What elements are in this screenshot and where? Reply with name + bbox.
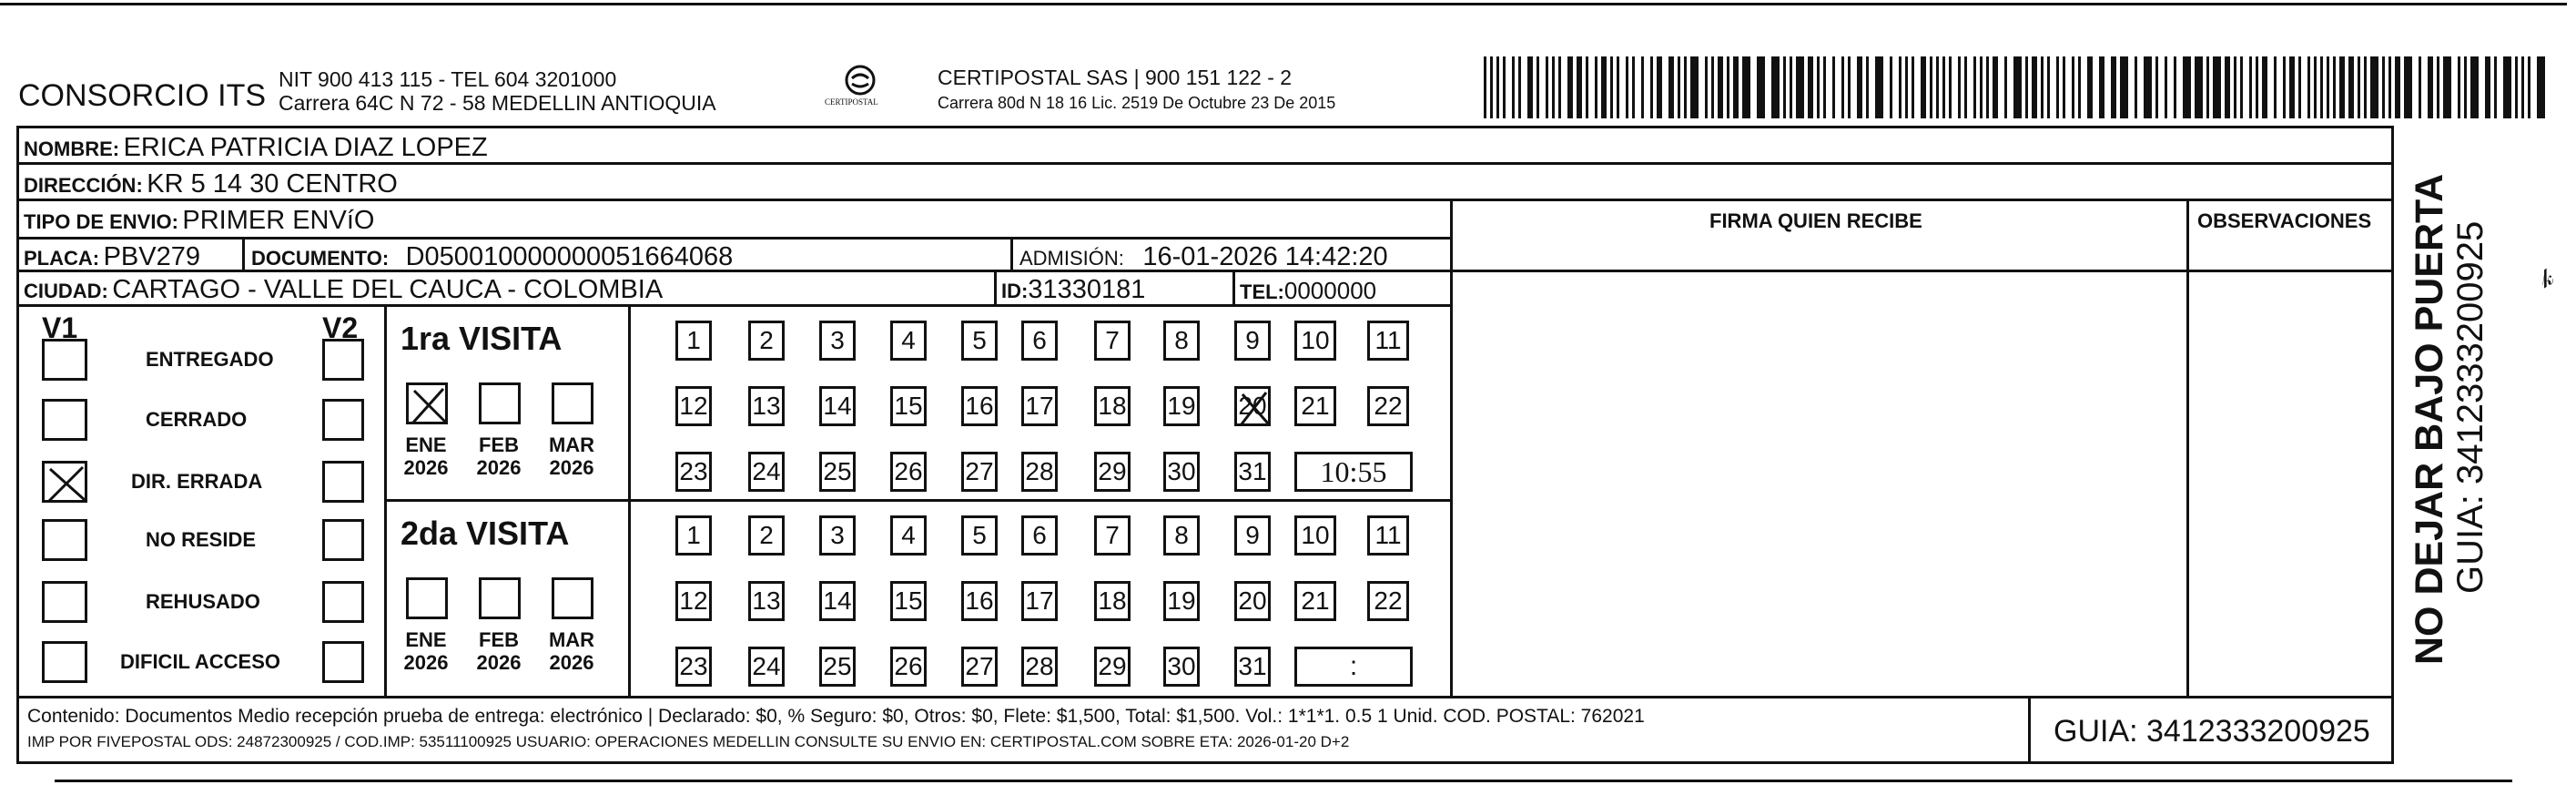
documento-cell (251, 244, 733, 270)
day-number: 20 (1238, 392, 1267, 420)
month-year: 2026 (403, 456, 449, 480)
day-box[interactable]: 8 (1163, 515, 1200, 556)
day-box[interactable]: 22 (1367, 581, 1409, 621)
admision-label: ADMISIÓN: (1019, 247, 1124, 270)
day-box[interactable]: 22 (1367, 386, 1409, 426)
row-line (16, 696, 2394, 698)
col-line (994, 270, 997, 304)
month-label (399, 628, 453, 675)
tel-label: TEL: (1240, 280, 1284, 303)
month-name: FEB (479, 628, 519, 651)
month-checkbox[interactable] (479, 382, 521, 424)
month-year: 2026 (549, 651, 594, 675)
month-label (472, 433, 526, 480)
day-box[interactable]: 2 (748, 321, 785, 361)
day-box[interactable]: 9 (1234, 515, 1271, 556)
day-box[interactable]: 15 (890, 386, 927, 426)
day-box[interactable]: 10 (1294, 515, 1336, 556)
day-box[interactable]: 23 (675, 647, 712, 687)
day-box[interactable]: 12 (675, 581, 712, 621)
day-box[interactable]: 13 (748, 386, 785, 426)
status-label: NO RESIDE (146, 528, 257, 551)
v1-checkbox[interactable] (42, 339, 87, 381)
day-box[interactable]: 28 (1021, 452, 1058, 492)
nombre-label: NOMBRE: (24, 138, 120, 160)
day-box[interactable]: 29 (1094, 452, 1131, 492)
day-box[interactable]: 28 (1021, 647, 1058, 687)
month-name: ENE (405, 628, 447, 651)
v2-checkbox[interactable] (322, 581, 364, 623)
id-label: ID: (1001, 280, 1029, 302)
day-box[interactable]: 16 (961, 386, 998, 426)
col-line (1232, 270, 1235, 304)
visit-divider (384, 499, 1453, 502)
day-box[interactable]: 8 (1163, 321, 1200, 361)
footer-guia: GUIA: 3412333200925 (2054, 714, 2370, 749)
day-box[interactable]: 18 (1094, 386, 1131, 426)
row-line (16, 304, 1453, 307)
day-box[interactable]: 29 (1094, 647, 1131, 687)
day-box[interactable]: 3 (819, 515, 856, 556)
visit-title: 1ra VISITA (401, 320, 563, 357)
month-label (544, 433, 599, 480)
day-box[interactable]: 30 (1163, 647, 1200, 687)
logo-text: CERTIPOSTAL (825, 97, 878, 107)
day-box[interactable]: 6 (1021, 321, 1058, 361)
month-name: ENE (405, 433, 447, 456)
admision-value: 16-01-2026 14:42:20 (1142, 242, 1388, 271)
day-box[interactable]: 25 (819, 452, 856, 492)
day-box[interactable]: 2 (748, 515, 785, 556)
month-name: FEB (479, 433, 519, 456)
day-box[interactable]: 19 (1163, 581, 1200, 621)
day-box[interactable]: 14 (819, 581, 856, 621)
bottom-rule (55, 780, 2512, 782)
day-box[interactable]: 24 (748, 452, 785, 492)
time-box[interactable] (1294, 452, 1413, 492)
footer-contenido: Contenido: Documentos Medio recepción prueba de entrega: electrónico | Declarado: $0, % Seguro: $0, Otros: $0, Flete: $1,500, Total: $1,500. Vol.: 1*1*1. 0.5 1 Unid. COD. POSTAL: 762021 (27, 706, 1645, 727)
month-label (399, 433, 453, 480)
day-box[interactable]: 27 (961, 452, 998, 492)
side-guia: GUIA: 3412333200925 (2450, 220, 2490, 594)
time-value: 10:55 (1320, 454, 1387, 488)
day-box[interactable]: 1 (675, 321, 712, 361)
direccion-label: DIRECCIÓN: (24, 174, 143, 197)
day-box[interactable]: 30 (1163, 452, 1200, 492)
day-box[interactable]: 11 (1367, 515, 1409, 556)
v2-checkbox[interactable] (322, 339, 364, 381)
row-line (16, 199, 2394, 201)
certipostal-logo (819, 62, 901, 115)
day-box[interactable]: 10 (1294, 321, 1336, 361)
v2-checkbox[interactable] (322, 399, 364, 441)
day-box[interactable]: 6 (1021, 515, 1058, 556)
day-box[interactable]: 13 (748, 581, 785, 621)
v1-checkbox[interactable] (42, 519, 87, 561)
month-checkbox[interactable] (406, 382, 448, 424)
no-dejar-bajo-puerta: NO DEJAR BAJO PUERTA (2408, 173, 2451, 665)
direccion-row (24, 171, 398, 198)
col-line (2186, 199, 2189, 696)
row-line (16, 237, 1453, 240)
day-box[interactable]: 5 (961, 321, 998, 361)
day-box[interactable]: 17 (1021, 386, 1058, 426)
day-box[interactable]: 7 (1094, 515, 1131, 556)
status-label: CERRADO (146, 408, 248, 431)
ciudad-value: CARTAGO - VALLE DEL CAUCA - COLOMBIA (112, 275, 664, 304)
nombre-row (24, 135, 488, 161)
day-box[interactable]: 25 (819, 647, 856, 687)
status-label: REHUSADO (146, 590, 260, 613)
firma-header: FIRMA QUIEN RECIBE (1709, 209, 1922, 232)
v1-checkbox[interactable] (42, 581, 87, 623)
v1-checkbox[interactable] (42, 641, 87, 683)
observaciones-header: OBSERVACIONES (2197, 209, 2372, 232)
tel-cell (1240, 279, 1376, 302)
day-box[interactable]: 12 (675, 386, 712, 426)
month-name: MAR (548, 433, 595, 456)
col-line (1450, 199, 1453, 696)
day-box[interactable]: 4 (890, 515, 927, 556)
month-name: MAR (548, 628, 595, 651)
nit-line: NIT 900 413 115 - TEL 604 3201000 (279, 67, 617, 91)
day-box[interactable]: 27 (961, 647, 998, 687)
day-box[interactable]: 4 (890, 321, 927, 361)
v2-label: V2 (322, 311, 359, 344)
day-box[interactable]: 1 (675, 515, 712, 556)
col-line (2028, 696, 2031, 764)
ciudad-label: CIUDAD: (24, 280, 108, 302)
day-box[interactable]: 14 (819, 386, 856, 426)
day-box[interactable]: 9 (1234, 321, 1271, 361)
status-label: DIR. ERRADA (131, 470, 263, 493)
month-checkbox[interactable] (406, 577, 448, 619)
month-year: 2026 (476, 456, 522, 480)
status-label: DIFICIL ACCESO (120, 650, 281, 673)
day-box[interactable]: 11 (1367, 321, 1409, 361)
month-checkbox[interactable] (479, 577, 521, 619)
v1-checkbox[interactable] (42, 399, 87, 441)
month-year: 2026 (403, 651, 449, 675)
admision-cell (1019, 244, 1388, 270)
day-box[interactable]: 21 (1294, 386, 1336, 426)
v1-label: V1 (42, 311, 78, 344)
v1-checkbox[interactable] (42, 461, 87, 503)
status-label: ENTREGADO (146, 348, 274, 371)
day-box[interactable]: 5 (961, 515, 998, 556)
day-box[interactable]: 20 (1234, 581, 1271, 621)
top-rule (0, 3, 2567, 5)
day-box[interactable]: 16 (961, 581, 998, 621)
ciudad-cell (24, 277, 663, 303)
tipo-value: PRIMER ENVíO (182, 206, 375, 235)
carrier-line: CERTIPOSTAL SAS | 900 151 122 - 2 (938, 66, 1293, 89)
documento-label: DOCUMENTO: (251, 247, 390, 270)
day-box[interactable]: 26 (890, 647, 927, 687)
col-line (242, 237, 245, 270)
time-separator: : (1349, 651, 1358, 681)
company-name: CONSORCIO ITS (18, 78, 267, 113)
tel-value: 0000000 (1283, 277, 1377, 304)
day-box[interactable]: 24 (748, 647, 785, 687)
day-box[interactable]: 23 (675, 452, 712, 492)
v2-checkbox[interactable] (322, 519, 364, 561)
license-line: Carrera 80d N 18 16 Lic. 2519 De Octubre 23 De 2015 (938, 94, 1336, 112)
month-label (544, 628, 599, 675)
id-value: 31330181 (1028, 275, 1146, 304)
day-box[interactable]: 19 (1163, 386, 1200, 426)
row-line (16, 162, 2394, 165)
direccion-value: KR 5 14 30 CENTRO (147, 169, 398, 199)
col-line (1010, 237, 1013, 270)
pen-mark: 𝓀 (2533, 262, 2559, 293)
day-box[interactable]: 31 (1234, 647, 1271, 687)
day-box[interactable]: 31 (1234, 452, 1271, 492)
address-line: Carrera 64C N 72 - 58 MEDELLIN ANTIOQUIA (279, 91, 716, 115)
documento-value: D050010000000051664068 (405, 242, 734, 271)
tipo-row (24, 208, 374, 234)
time-box[interactable] (1294, 647, 1413, 687)
day-box[interactable]: 17 (1021, 581, 1058, 621)
v2-checkbox[interactable] (322, 641, 364, 683)
day-box[interactable]: 7 (1094, 321, 1131, 361)
month-checkbox[interactable] (552, 382, 593, 424)
nombre-value: ERICA PATRICIA DIAZ LOPEZ (123, 133, 488, 162)
day-box[interactable]: 26 (890, 452, 927, 492)
visit-title: 2da VISITA (401, 515, 570, 552)
day-box[interactable]: 18 (1094, 581, 1131, 621)
barcode (1484, 56, 2558, 118)
footer-imp: IMP POR FIVEPOSTAL ODS: 24872300925 / COD.IMP: 53511100925 USUARIO: OPERACIONES MEDELLIN CONSULTE SU ENVIO EN: CERTIPOSTAL.COM SOBRE ETA: 2026-01-20 D+2 (27, 733, 1350, 750)
month-year: 2026 (476, 651, 522, 675)
month-year: 2026 (549, 456, 594, 480)
day-box[interactable] (1234, 386, 1271, 426)
day-box[interactable]: 15 (890, 581, 927, 621)
v2-checkbox[interactable] (322, 461, 364, 503)
placa-cell (24, 244, 200, 270)
day-box[interactable]: 3 (819, 321, 856, 361)
placa-label: PLACA: (24, 247, 100, 270)
placa-value: PBV279 (103, 242, 200, 271)
day-box[interactable]: 21 (1294, 581, 1336, 621)
id-cell (1001, 277, 1145, 303)
month-label (472, 628, 526, 675)
tipo-label: TIPO DE ENVIO: (24, 210, 178, 233)
month-checkbox[interactable] (552, 577, 593, 619)
